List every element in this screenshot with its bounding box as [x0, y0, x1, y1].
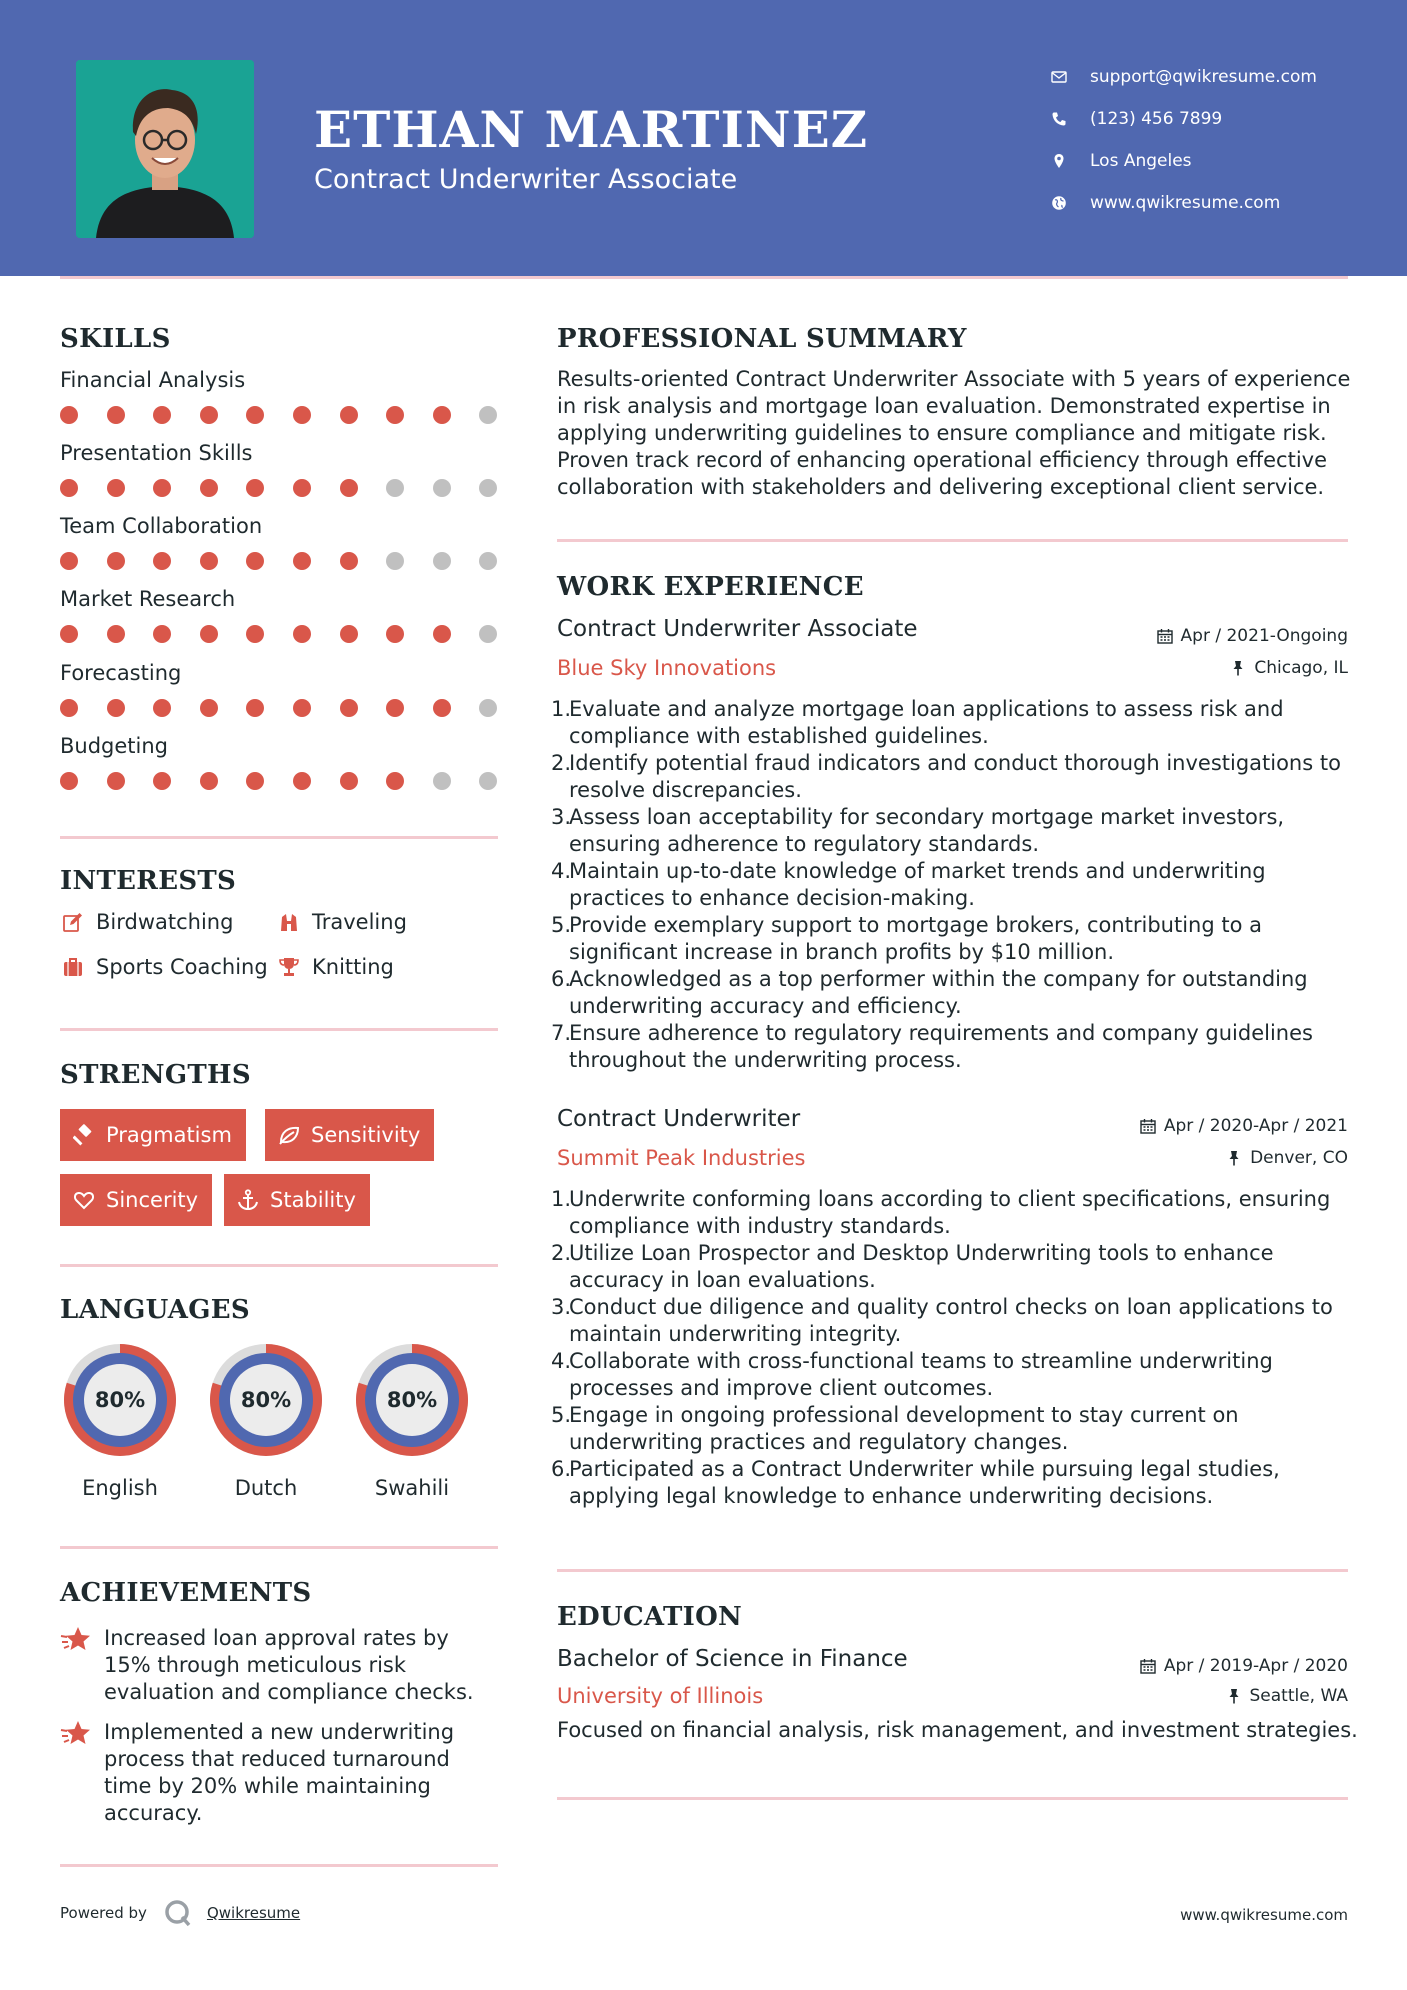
skill-dot-filled [153, 699, 171, 717]
contact-phone[interactable] [1050, 98, 1317, 140]
duty-item: 5. Provide exemplary support to mortgage brokers, contributing to a significant increase in branch profits by $10 million. [551, 913, 1262, 964]
footer-website-link[interactable]: www.qwikresume.com [1180, 1906, 1348, 1924]
strength-tag [265, 1109, 434, 1161]
duty-item: 3. Conduct due diligence and quality control checks on loan applications to maintain underwriting integrity. [551, 1295, 1333, 1346]
section-divider [557, 1797, 1348, 1800]
skill-dot-filled [386, 699, 404, 717]
language-item [350, 1338, 474, 1500]
skill-dot-filled [107, 479, 125, 497]
skill-dot-filled [293, 772, 311, 790]
experience-heading: WORK EXPERIENCE [557, 572, 864, 602]
achievement-item [60, 1625, 500, 1706]
envelope-icon [1050, 68, 1068, 86]
language-item [204, 1338, 328, 1500]
skill-dot-filled [200, 772, 218, 790]
calendar-icon [1157, 628, 1173, 644]
skill-rating [60, 699, 497, 717]
skill-dot-filled [200, 625, 218, 643]
skill-dot-filled [107, 625, 125, 643]
skill-dot-filled [153, 479, 171, 497]
skill-dot-filled [433, 625, 451, 643]
skill-dot-filled [200, 552, 218, 570]
skill-dot-empty [479, 479, 497, 497]
section-divider [60, 1864, 498, 1867]
skill-rating [60, 625, 497, 643]
degree-title: Bachelor of Science in Finance [557, 1646, 908, 1672]
strength-tag [60, 1109, 246, 1161]
duty-item: 6. Acknowledged as a top performer within the company for outstanding underwriting accuracy and efficiency. [551, 967, 1308, 1018]
anchor-icon [236, 1188, 260, 1212]
skill-dot-filled [60, 479, 78, 497]
candidate-name: ETHAN MARTINEZ [314, 100, 869, 159]
skill-dot-filled [246, 699, 264, 717]
phone-icon [1050, 110, 1068, 128]
skill-dot-filled [386, 625, 404, 643]
skill-dot-filled [340, 699, 358, 717]
skill-dot-filled [153, 772, 171, 790]
skill-dot-empty [479, 625, 497, 643]
education-location-text: Seattle, WA [1249, 1686, 1348, 1706]
skill-dot-filled [153, 552, 171, 570]
skill-dot-filled [200, 479, 218, 497]
skill-dot-filled [200, 699, 218, 717]
trophy-icon [276, 955, 302, 979]
skill-name: Market Research [60, 587, 236, 611]
duty-list [551, 696, 1357, 1074]
summary-heading: PROFESSIONAL SUMMARY [557, 324, 967, 354]
skill-dot-filled [60, 625, 78, 643]
company-name: Blue Sky Innovations [557, 656, 777, 680]
skill-dot-filled [386, 772, 404, 790]
duty-item: 2. Identify potential fraud indicators and conduct thorough investigations to resolve discrepancies. [551, 751, 1341, 802]
gavel-icon [72, 1123, 96, 1147]
skill-dot-empty [433, 552, 451, 570]
contact-location-text: Los Angeles [1090, 151, 1192, 171]
education-dates [1140, 1656, 1348, 1676]
language-name: Dutch [234, 1476, 298, 1500]
languages-heading: LANGUAGES [60, 1295, 250, 1325]
language-percent: 80% [94, 1388, 146, 1412]
contact-location [1050, 140, 1317, 182]
skill-dot-filled [340, 625, 358, 643]
summary-text: Results-oriented Contract Underwriter Associate with 5 years of experience in risk analysis and mortgage loan evaluation. Demonstrated expertise in applying underwriting guidelines to ensure compliance and mitigate risk. Proven track record of enhancing operational efficiency through effective collaboration with stakeholders and delivering exceptional client service. [557, 367, 1351, 499]
contact-list [1050, 56, 1317, 224]
interest-item [276, 955, 394, 979]
strength-label: Pragmatism [106, 1123, 232, 1147]
candidate-title: Contract Underwriter Associate [314, 164, 738, 195]
duty-item: 1. Underwrite conforming loans according to client specifications, ensuring compliance with industry standards. [551, 1187, 1331, 1238]
skill-name: Forecasting [60, 661, 182, 685]
strength-label: Sincerity [106, 1188, 199, 1212]
person-portrait-icon [76, 60, 254, 238]
section-divider [557, 1569, 1348, 1572]
language-name: English [82, 1476, 158, 1500]
job-dates [1157, 626, 1348, 646]
skill-name: Financial Analysis [60, 368, 246, 392]
achievement-text: Implemented a new underwriting process that reduced turnaround time by 20% while maintaining accuracy. [104, 1720, 455, 1825]
section-divider [60, 1028, 498, 1031]
skill-dot-empty [433, 479, 451, 497]
contact-email-text: support@qwikresume.com [1090, 67, 1317, 87]
duty-item: 1. Evaluate and analyze mortgage loan applications to assess risk and compliance with established guidelines. [551, 697, 1284, 748]
skill-dot-empty [386, 552, 404, 570]
job-dates [1140, 1116, 1348, 1136]
job-location-text: Denver, CO [1250, 1148, 1348, 1168]
skill-dot-filled [246, 406, 264, 424]
skill-dot-filled [153, 625, 171, 643]
brand-link[interactable]: Qwikresume [206, 1904, 301, 1922]
skill-rating [60, 772, 497, 790]
duty-item: 5. Engage in ongoing professional development to stay current on underwriting practices and regulatory changes. [551, 1403, 1239, 1454]
section-divider [60, 1546, 498, 1549]
section-divider [60, 836, 498, 839]
powered-by-text: Powered by [60, 1904, 147, 1922]
footer-powered-by [60, 1898, 300, 1928]
company-name: Summit Peak Industries [557, 1146, 806, 1170]
globe-icon [1050, 194, 1068, 212]
skill-dot-filled [246, 772, 264, 790]
contact-website-text: www.qwikresume.com [1090, 193, 1281, 213]
contact-phone-text: (123) 456 7899 [1090, 109, 1223, 129]
skill-dot-filled [340, 772, 358, 790]
interest-label: Sports Coaching [96, 955, 268, 979]
contact-email[interactable] [1050, 56, 1317, 98]
interest-item [276, 910, 407, 934]
leaf-icon [277, 1123, 301, 1147]
skill-dot-filled [246, 625, 264, 643]
skill-dot-empty [479, 552, 497, 570]
education-heading: EDUCATION [557, 1602, 743, 1632]
skill-dot-filled [107, 699, 125, 717]
skill-name: Team Collaboration [60, 514, 263, 538]
skill-dot-filled [340, 552, 358, 570]
skill-dot-filled [293, 552, 311, 570]
section-divider [557, 539, 1348, 542]
skill-dot-filled [293, 406, 311, 424]
binoculars-icon [276, 910, 302, 934]
job-title: Contract Underwriter Associate [557, 616, 918, 642]
achievement-item [60, 1719, 500, 1827]
skills-heading: SKILLS [60, 324, 171, 354]
job-location [1226, 1148, 1348, 1168]
language-percent: 80% [240, 1388, 292, 1412]
interest-label: Birdwatching [96, 910, 234, 934]
star-icon [60, 1719, 92, 1749]
duty-item: 4. Collaborate with cross-functional teams to streamline underwriting processes and improve client outcomes. [551, 1349, 1273, 1400]
skill-dot-filled [107, 552, 125, 570]
language-name: Swahili [374, 1476, 450, 1500]
interest-item [60, 955, 268, 979]
education-location [1226, 1686, 1349, 1706]
star-icon [60, 1625, 92, 1655]
pin-icon [1226, 1150, 1242, 1166]
location-icon [1050, 152, 1068, 170]
achievements-heading: ACHIEVEMENTS [60, 1578, 312, 1608]
pin-icon [1230, 660, 1246, 676]
skill-dot-filled [433, 406, 451, 424]
education-dates-text: Apr / 2019-Apr / 2020 [1163, 1656, 1348, 1676]
achievement-text: Increased loan approval rates by 15% through meticulous risk evaluation and compliance checks. [104, 1626, 474, 1704]
job-title: Contract Underwriter [557, 1106, 801, 1132]
header-divider [60, 276, 1348, 279]
language-percent: 80% [386, 1388, 438, 1412]
skill-dot-filled [293, 625, 311, 643]
education-description: Focused on financial analysis, risk management, and investment strategies. [557, 1718, 1358, 1742]
skill-dot-filled [60, 699, 78, 717]
skill-dot-filled [293, 699, 311, 717]
skill-dot-filled [60, 772, 78, 790]
contact-website[interactable] [1050, 182, 1317, 224]
skill-dot-filled [386, 406, 404, 424]
skill-dot-filled [107, 772, 125, 790]
skill-rating [60, 552, 497, 570]
skill-dot-empty [479, 699, 497, 717]
strength-label: Stability [270, 1188, 356, 1212]
duty-item: 6. Participated as a Contract Underwriter while pursuing legal studies, applying legal knowledge to enhance underwriting decisions. [551, 1457, 1280, 1508]
skill-rating [60, 479, 497, 497]
heart-icon [72, 1188, 96, 1212]
skill-dot-filled [246, 552, 264, 570]
school-name: University of Illinois [557, 1684, 764, 1708]
duty-item: 7. Ensure adherence to regulatory requirements and company guidelines throughout the underwriting process. [551, 1021, 1313, 1072]
skill-dot-filled [293, 479, 311, 497]
skill-name: Budgeting [60, 734, 169, 758]
duty-list [551, 1186, 1357, 1510]
skill-dot-filled [153, 406, 171, 424]
language-progress-ring [58, 1338, 182, 1462]
language-progress-ring [204, 1338, 328, 1462]
strengths-heading: STRENGTHS [60, 1060, 251, 1090]
briefcase-icon [60, 955, 86, 979]
skill-dot-filled [340, 406, 358, 424]
language-progress-ring [350, 1338, 474, 1462]
qwikresume-logo-icon [163, 1898, 193, 1928]
job-dates-text: Apr / 2020-Apr / 2021 [1163, 1116, 1348, 1136]
language-item [58, 1338, 182, 1500]
duty-item: 3. Assess loan acceptability for secondary mortgage market investors, ensuring adherence to regulatory standards. [551, 805, 1285, 856]
skill-rating [60, 406, 497, 424]
interest-item [60, 910, 233, 934]
calendar-icon [1140, 1118, 1156, 1134]
interests-heading: INTERESTS [60, 866, 237, 896]
skill-dot-filled [60, 552, 78, 570]
skill-dot-filled [340, 479, 358, 497]
duty-item: 4. Maintain up-to-date knowledge of market trends and underwriting practices to enhance decision-making. [551, 859, 1266, 910]
skill-dot-filled [60, 406, 78, 424]
job-location [1230, 658, 1348, 678]
pin-icon [1226, 1688, 1242, 1704]
strength-tag [224, 1174, 370, 1226]
section-divider [60, 1264, 498, 1267]
skill-dot-empty [479, 406, 497, 424]
pencil-icon [60, 910, 86, 934]
resume-header [0, 0, 1407, 276]
duty-item: 2. Utilize Loan Prospector and Desktop Underwriting tools to enhance accuracy in loan evaluations. [551, 1241, 1274, 1292]
skill-dot-empty [479, 772, 497, 790]
skill-dot-empty [386, 479, 404, 497]
interest-label: Traveling [312, 910, 407, 934]
interest-label: Knitting [312, 955, 394, 979]
strength-tag [60, 1174, 212, 1226]
strength-label: Sensitivity [311, 1123, 421, 1147]
job-dates-text: Apr / 2021-Ongoing [1180, 626, 1348, 646]
calendar-icon [1140, 1658, 1156, 1674]
skill-dot-filled [246, 479, 264, 497]
skill-name: Presentation Skills [60, 441, 253, 465]
skill-dot-filled [200, 406, 218, 424]
skill-dot-empty [433, 772, 451, 790]
skill-dot-filled [107, 406, 125, 424]
job-location-text: Chicago, IL [1254, 658, 1348, 678]
profile-photo [76, 60, 254, 238]
skill-dot-filled [433, 699, 451, 717]
